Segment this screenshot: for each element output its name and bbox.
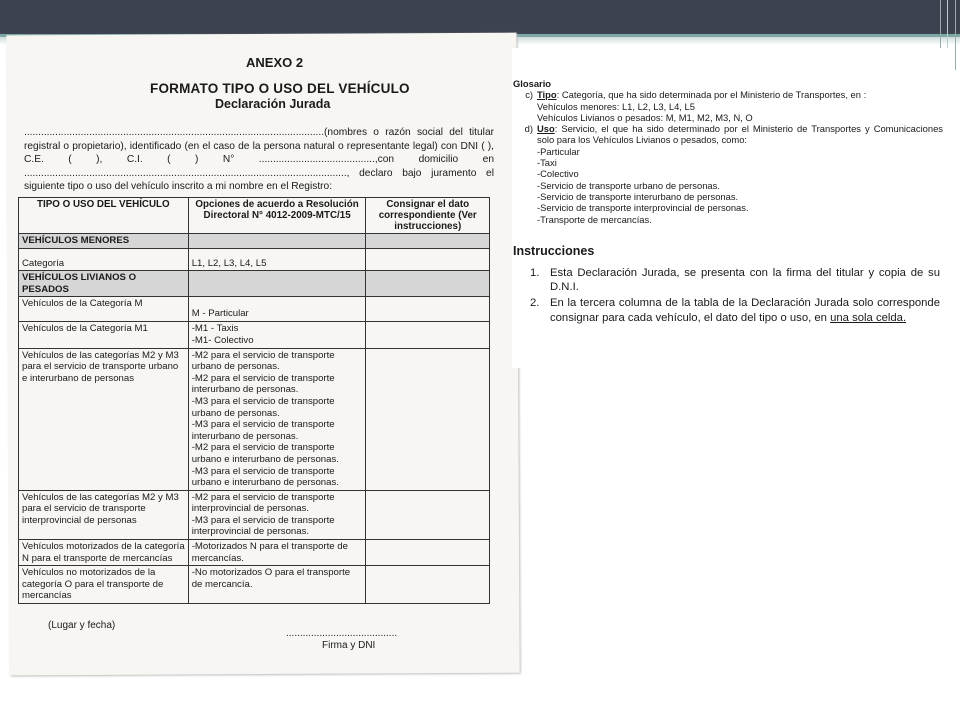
table-row <box>19 566 490 604</box>
header-tipo-uso: TIPO O USO DEL VEHÍCULO <box>19 198 189 234</box>
glossary-line: Vehículos Livianos o pesados: M, M1, M2, M3, N, O <box>537 111 753 123</box>
table-row <box>19 348 490 490</box>
table-row <box>19 297 490 322</box>
header-opciones: Opciones de acuerdo a Resolución Directoral N° 4012-2009-MTC/15 <box>188 198 366 234</box>
answer-cell[interactable] <box>366 348 490 490</box>
glossary-list-item: -Servicio de transporte interurbano de personas. <box>537 190 739 202</box>
item-number: 1. <box>530 267 540 279</box>
answer-cell[interactable] <box>366 540 490 566</box>
row-options: -Motorizados N para el transporte de mercancías. <box>188 540 366 566</box>
item-text-underlined: una sola celda. <box>830 311 907 324</box>
signature-line: ........................................ <box>286 628 398 639</box>
glossary-item-uso <box>513 123 943 225</box>
instructions-title: Instrucciones <box>513 244 595 258</box>
answer-cell[interactable] <box>366 248 490 271</box>
section-label-livianos: VEHÍCULOS LIVIANOS O PESADOS <box>19 271 189 297</box>
instructions-list <box>530 266 940 327</box>
section-fill <box>366 271 490 297</box>
section-row-menores <box>19 234 490 249</box>
glossary-list-item: -Particular <box>537 145 580 157</box>
section-fill <box>366 234 490 249</box>
row-options: L1, L2, L3, L4, L5 <box>188 248 366 271</box>
list-item <box>530 266 940 294</box>
row-label: Categoría <box>19 248 189 271</box>
place-date-label: (Lugar y fecha) <box>48 620 116 631</box>
section-row-livianos <box>19 271 490 297</box>
title-bar <box>0 0 960 34</box>
section-fill <box>188 234 366 249</box>
glossary <box>513 78 943 225</box>
glossary-title: Glosario <box>513 78 552 89</box>
glossary-letter: c) <box>525 89 533 101</box>
annex-label: ANEXO 2 <box>246 55 304 70</box>
signature-label: Firma y DNI <box>322 640 376 651</box>
table-row <box>19 322 490 348</box>
table-row <box>19 540 490 566</box>
glossary-term: Uso <box>537 123 555 135</box>
row-options: M - Particular <box>188 297 366 322</box>
item-text: En la tercera columna de la tabla de la Declaración Jurada solo corresponde consignar para cada vehículo, el dato del tipo o uso, en <box>550 297 940 324</box>
glossary-list-item: -Servicio de transporte urbano de personas. <box>537 179 720 191</box>
row-options: -M1 - Taxis -M1- Colectivo <box>188 322 366 348</box>
glossary-list-item: -Servicio de transporte interprovincial de personas. <box>537 202 749 214</box>
section-label-menores: VEHÍCULOS MENORES <box>19 234 189 249</box>
row-label: Vehículos de la Categoría M1 <box>19 322 189 348</box>
header-consignar: Consignar el dato correspondiente (Ver instrucciones) <box>366 198 490 234</box>
answer-cell[interactable] <box>366 566 490 604</box>
table-header-row <box>19 198 490 234</box>
answer-cell[interactable] <box>366 297 490 322</box>
row-label: Vehículos de la Categoría M <box>19 297 189 322</box>
list-item <box>530 296 940 324</box>
row-options: -M2 para el servicio de transporte urbano de personas. -M2 para el servicio de transporte interurbano de personas. -M3 para el servicio de transporte urbano de personas. -M3 para el servicio de transporte interurbano de personas. -M2 para el servicio de transporte urbano e interurbano de personas. -M3 para el servicio de transporte urbano e interurbano de personas. <box>188 348 366 490</box>
vehicle-use-table <box>18 197 490 604</box>
glossary-list-item: -Transporte de mercancías. <box>537 213 652 225</box>
item-number: 2. <box>530 297 540 310</box>
glossary-item-tipo <box>513 89 943 123</box>
row-label: Vehículos de las categorías M2 y M3 para el servicio de transporte interprovincial de personas <box>19 490 189 539</box>
glossary-line: Vehículos menores: L1, L2, L3, L4, L5 <box>537 100 695 112</box>
glossary-text: : Servicio, el que ha sido determinado por el Ministerio de Transportes y Comunicaciones solo para los Vehículos Livianos o pesados, como: <box>537 123 943 146</box>
table-row <box>19 248 490 271</box>
section-fill <box>188 271 366 297</box>
row-options: -M2 para el servicio de transporte interprovincial de personas. -M3 para el servicio de transporte interprovincial de personas. <box>188 490 366 539</box>
glossary-letter: d) <box>524 123 533 135</box>
glossary-text: : Categoría, que ha sido determinada por el Ministerio de Transportes, en : <box>556 89 867 101</box>
row-options: -No motorizados O para el transporte de mercancía. <box>188 566 366 604</box>
item-text: Esta Declaración Jurada, se presenta con la firma del titular y copia de su D.N.I. <box>550 267 940 294</box>
declaration-intro: ..........................................................................................................(nombres o razón social del titular registral o propietario), identificado (en el caso de la persona natural o representante legal) con DNI ( ), C.E. ( ), C.I. ( ) N° .........................................,con domicilio en .................................................................................................................., declaro bajo juramento el siguiente tipo o uso del vehículo inscrito a mi nombre en el Registro: <box>24 127 494 192</box>
form-subtitle: Declaración Jurada <box>215 97 331 111</box>
glossary-list-item: -Colectivo <box>537 168 579 180</box>
glossary-list-item: -Taxi <box>537 157 557 169</box>
row-label: Vehículos motorizados de la categoría N para el transporte de mercancías <box>19 540 189 566</box>
answer-cell[interactable] <box>366 322 490 348</box>
row-label: Vehículos de las categorías M2 y M3 para el servicio de transporte urbano e interurbano de personas <box>19 348 189 490</box>
answer-cell[interactable] <box>366 490 490 539</box>
row-label: Vehículos no motorizados de la categoría O para el transporte de mercancías <box>19 566 189 604</box>
glossary-term: Tipo <box>537 89 557 101</box>
table-row <box>19 490 490 539</box>
form-title: FORMATO TIPO O USO DEL VEHÍCULO <box>150 81 410 96</box>
